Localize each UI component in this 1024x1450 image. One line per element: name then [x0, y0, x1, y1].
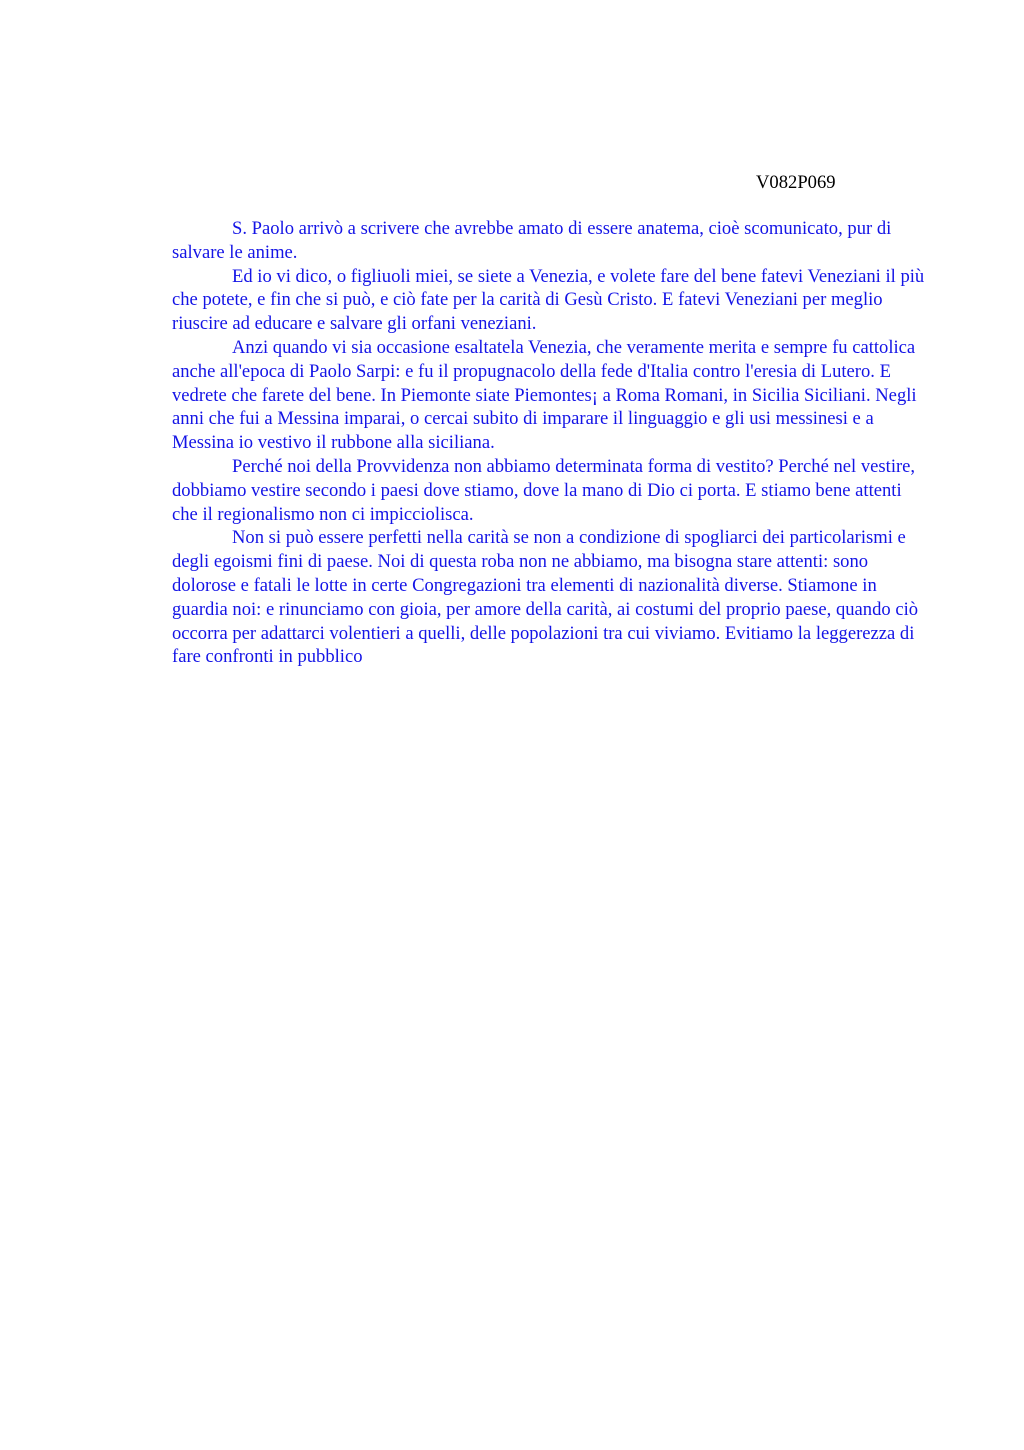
- body-text: [172, 217, 932, 669]
- paragraph-2: Ed io vi dico, o figliuoli miei, se siete a Venezia, e volete fare del bene fatevi Veneziani il più che potete, e fin che si può, e ciò fate per la carità di Gesù Cristo. E fatevi Veneziani per meglio riuscire ad educare e salvare gli orfani veneziani.: [172, 265, 925, 335]
- paragraph-1: S. Paolo arrivò a scrivere che avrebbe amato di essere anatema, cioè scomunicato, pur di salvare le anime.: [172, 218, 892, 263]
- paragraph-3: Anzi quando vi sia occasione esaltatela Venezia, che veramente merita e sempre fu cattolica anche all'epoca di Paolo Sarpi: e fu il propugnacolo della fede d'Italia contro l'eresia di Lutero. E vedrete che farete del bene. In Piemonte siate Piemontes¡ a Roma Romani, in Sicilia Siciliani. Negli anni che fui a Messina imparai, o cercai subito di imparare il linguaggio e gli usi messinesi e a Messina io vestivo il rubbone alla siciliana.: [172, 336, 917, 454]
- paragraph-5: Non si può essere perfetti nella carità se non a condizione di spogliarci dei particolarismi e degli egoismi fini di paese. Noi di questa roba non ne abbiamo, ma bisogna stare attenti: sono dolorose e fatali le lotte in certe Congregazioni tra elementi di nazionalità diverse. Stiamone in guardia noi: e rinunciamo con gioia, per amore della carità, ai costumi del proprio paese, quando ciò occorra per adattarci volentieri a quelli, delle popolazioni tra cui viviamo. Evitiamo la leggerezza di fare confronti in pubblico: [172, 527, 919, 668]
- page-code: V082P069: [756, 172, 836, 193]
- paragraph-4: Perché noi della Provvidenza non abbiamo determinata forma di vestito? Perché nel vestire, dobbiamo vestire secondo i paesi dove stiamo, dove la mano di Dio ci porta. E stiamo bene attenti che il regionalismo non ci impicciolisca.: [172, 455, 916, 525]
